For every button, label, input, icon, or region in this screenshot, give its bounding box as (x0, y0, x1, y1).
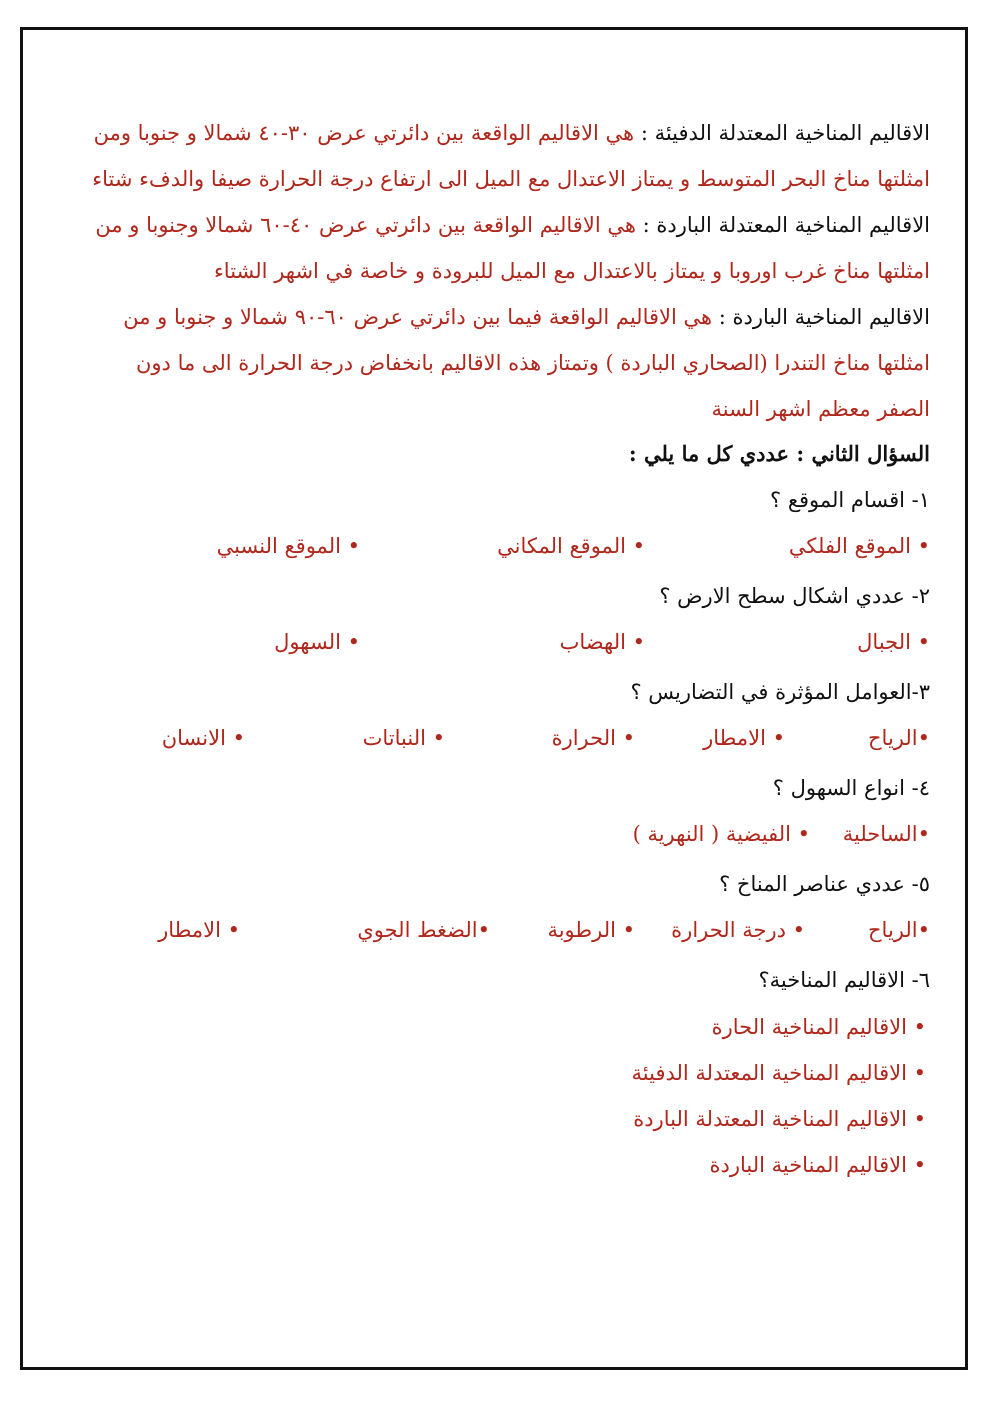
paragraph-cold-temperate (78, 202, 930, 294)
term: الاقاليم المناخية المعتدلة الباردة (656, 213, 930, 237)
worksheet-content (78, 110, 930, 1188)
term: الاقاليم المناخية الباردة (732, 305, 930, 329)
list-item: • الاقاليم المناخية المعتدلة الدفيئة (631, 1061, 926, 1085)
answer: • الموقع النسبي (216, 534, 360, 558)
answer: •الضغط الجوي (357, 918, 490, 942)
answer: • الفيضية ( النهرية ) (632, 822, 810, 846)
question-4: ٤- انواع السهول ؟ (772, 776, 930, 800)
definition: هي الاقاليم الواقعة بين دائرتي عرض ٣٠-٤٠ شمالا و جنوبا ومن امثلتها مناخ البحر المتوسط و يمتاز الاعتدال مع الميل الى ارتفاع درجة الحرارة صيفا والدفء شتاء (92, 121, 930, 191)
term: الاقاليم المناخية المعتدلة الدفيئة (654, 121, 930, 145)
answer: • الحرارة (551, 726, 635, 750)
list-item: • الاقاليم المناخية الحارة (711, 1015, 926, 1039)
answer: •الرياح (867, 918, 930, 942)
separator: : (712, 305, 733, 329)
separator: : (635, 213, 657, 237)
answers-2 (78, 620, 930, 668)
separator: : (634, 121, 655, 145)
answer: • الجبال (857, 630, 930, 654)
answer: •الساحلية (842, 822, 930, 846)
answer: • الموقع الفلكي (788, 534, 930, 558)
answers-6 (78, 1004, 930, 1188)
answers-5 (78, 908, 930, 956)
definition: هي الاقاليم الواقعة بين دائرتي عرض ٤٠-٦٠ شمالا وجنوبا و من امثلتها مناخ غرب اوروبا و يمتاز بالاعتدال مع الميل للبرودة و خاصة في اشهر الشتاء (95, 213, 930, 283)
answer: • الانسان (161, 726, 245, 750)
answer: • الموقع المكاني (497, 534, 645, 558)
definition: هي الاقاليم الواقعة فيما بين دائرتي عرض ٦٠-٩٠ شمالا و جنوبا و من امثلتها مناخ التندرا (الصحاري الباردة ) وتمتاز هذه الاقاليم بانخفاض درجة الحرارة الى ما دون الصفر معظم اشهر السنة (123, 305, 930, 421)
answers-1 (78, 524, 930, 572)
answer: •الرياح (867, 726, 930, 750)
question-6: ٦- الاقاليم المناخية؟ (758, 968, 930, 992)
question-2: ٢- عددي اشكال سطح الارض ؟ (659, 584, 930, 608)
answer: • درجة الحرارة (671, 918, 805, 942)
answer: • الامطار (703, 726, 785, 750)
answers-3 (78, 716, 930, 764)
question-5: ٥- عددي عناصر المناخ ؟ (719, 872, 930, 896)
list-item: • الاقاليم المناخية الباردة (709, 1153, 926, 1177)
answers-4 (78, 812, 930, 860)
list-item: • الاقاليم المناخية المعتدلة الباردة (633, 1107, 926, 1131)
answer: • النباتات (362, 726, 445, 750)
question-3: ٣-العوامل المؤثرة في التضاريس ؟ (630, 680, 930, 704)
paragraph-cold (78, 294, 930, 432)
answer: • الهضاب (559, 630, 645, 654)
paragraph-warm-temperate (78, 110, 930, 202)
section-title: السؤال الثاني : عددي كل ما يلي : (628, 441, 930, 466)
answer: • الرطوبة (547, 918, 635, 942)
answer: • السهول (274, 630, 360, 654)
answer: • الامطار (158, 918, 240, 942)
question-1: ١- اقسام الموقع ؟ (770, 488, 930, 512)
